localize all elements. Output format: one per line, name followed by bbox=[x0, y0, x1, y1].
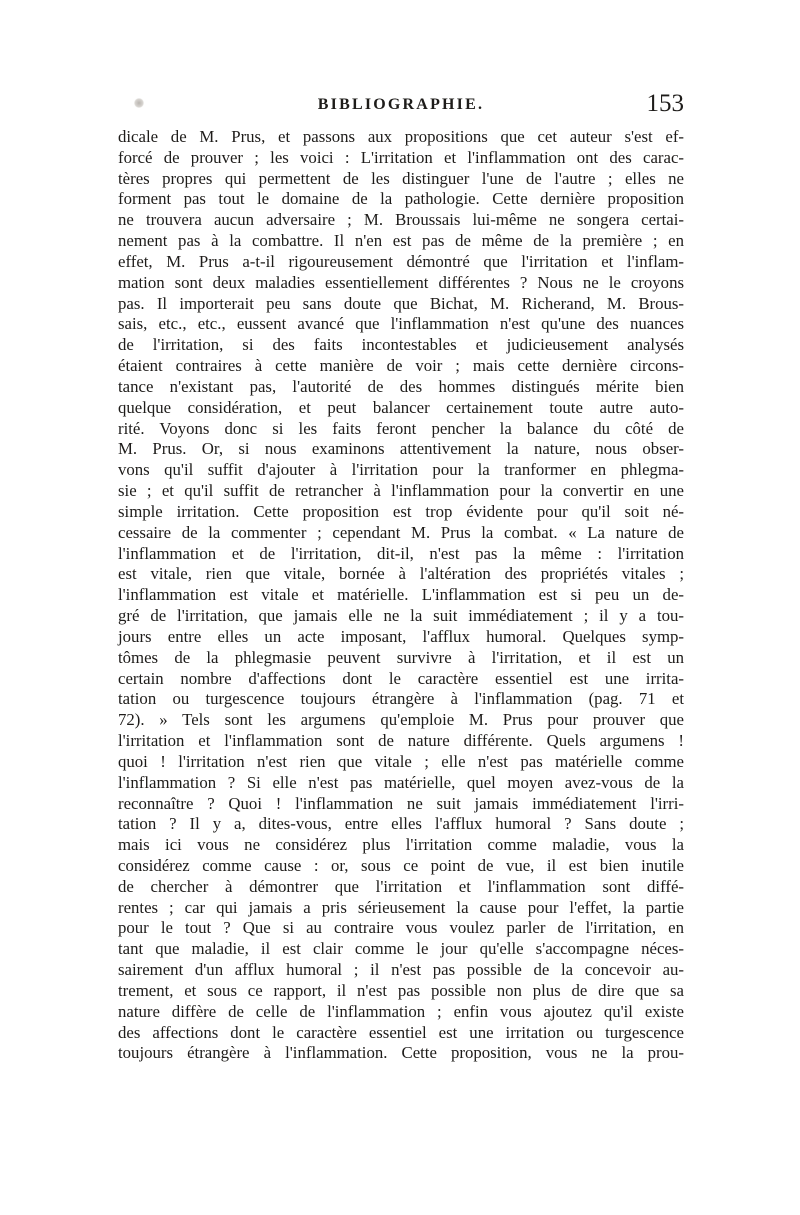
text-line: gré de l'irritation, que jamais elle ne la suit immédiatement ; il y a tou- bbox=[118, 606, 684, 626]
text-line: simple irritation. Cette proposition est trop évidente pour qu'il soit né- bbox=[118, 501, 684, 521]
text-line: considérez comme cause : or, sous ce point de vue, il est bien inutile bbox=[118, 855, 684, 875]
text-line: dicale de M. Prus, et passons aux propositions que cet auteur s'est ef- bbox=[118, 127, 684, 146]
text-line: sais, etc., etc., eussent avancé que l'inflammation n'est qu'une des nuances bbox=[118, 314, 684, 334]
text-line: pas. Il importerait peu sans doute que Bichat, M. Richerand, M. Brous- bbox=[118, 293, 684, 313]
text-line: l'inflammation et de l'irritation, dit-il, n'est pas la même : l'irritation bbox=[118, 543, 684, 563]
text-line: toujours étrangère à l'inflammation. Cette proposition, vous ne la prou- bbox=[118, 1043, 684, 1063]
text-line: tères propres qui permettent de les distinguer l'une de l'autre ; elles ne bbox=[118, 168, 684, 188]
text-line: vons qu'il suffit d'ajouter à l'irritation pour la tranformer en phlegma- bbox=[118, 460, 684, 480]
text-line: sie ; et qu'il suffit de retrancher à l'inflammation pour la convertir en une bbox=[118, 481, 684, 501]
text-line: rité. Voyons donc si les faits feront pencher la balance du côté de bbox=[118, 418, 684, 438]
text-line: forcé de prouver ; les voici : L'irritation et l'inflammation ont des carac- bbox=[118, 147, 684, 167]
text-line: 72). » Tels sont les argumens qu'emploie M. Prus pour prouver que bbox=[118, 710, 684, 730]
text-line: quelque considération, et peut balancer certainement toute autre auto- bbox=[118, 397, 684, 417]
text-line: l'inflammation ? Si elle n'est pas matérielle, quel moyen avez-vous de la bbox=[118, 772, 684, 792]
text-line: sairement d'un afflux humoral ; il n'est pas possible de la concevoir au- bbox=[118, 960, 684, 980]
text-line: l'irritation et l'inflammation sont de nature différente. Quels argumens ! bbox=[118, 731, 684, 751]
text-line: effet, M. Prus a-t-il rigoureusement démontré que l'irritation et l'inflam- bbox=[118, 251, 684, 271]
text-line: M. Prus. Or, si nous examinons attentivement la nature, nous obser- bbox=[118, 439, 684, 459]
text-line: tation ? Il y a, dites-vous, entre elles l'afflux humoral ? Sans doute ; bbox=[118, 814, 684, 834]
text-line: jours entre elles un acte imposant, l'afflux humoral. Quelques symp- bbox=[118, 626, 684, 646]
page-number: 153 bbox=[646, 90, 684, 117]
text-line: nature diffère de celle de l'inflammation ; enfin vous ajoutez qu'il existe bbox=[118, 1001, 684, 1021]
body-text bbox=[118, 127, 684, 1064]
text-line: des affections dont le caractère essentiel est une irritation ou turgescence bbox=[118, 1022, 684, 1042]
text-line: tant que maladie, il est clair comme le jour qu'elle s'accompagne néces- bbox=[118, 939, 684, 959]
text-line: de chercher à démontrer que l'irritation et l'inflammation sont diffé- bbox=[118, 876, 684, 896]
text-line: ne trouvera aucun adversaire ; M. Broussais lui-même ne songera certai- bbox=[118, 210, 684, 230]
text-line: cessaire de la commenter ; cependant M. Prus la combat. « La nature de bbox=[118, 522, 684, 542]
text-line: pour le tout ? Que si au contraire vous voulez parler de l'irritation, en bbox=[118, 918, 684, 938]
text-line: nement pas à la combattre. Il n'en est pas de même de la première ; en bbox=[118, 231, 684, 251]
running-title: BIBLIOGRAPHIE. bbox=[317, 96, 485, 113]
text-line: forment pas tout le domaine de la pathologie. Cette dernière proposition bbox=[118, 189, 684, 209]
text-line: reconnaître ? Quoi ! l'inflammation ne suit jamais immédiatement l'irri- bbox=[118, 793, 684, 813]
text-line: mais ici vous ne considérez plus l'irritation comme maladie, vous la bbox=[118, 835, 684, 855]
text-line: tation ou turgescence toujours étrangère à l'inflammation (pag. 71 et bbox=[118, 689, 684, 709]
text-line: l'inflammation est vitale et matérielle. L'inflammation est si peu un de- bbox=[118, 585, 684, 605]
page-header bbox=[118, 92, 684, 124]
text-line: tance n'existant pas, l'autorité de des hommes distingués mérite bien bbox=[118, 376, 684, 396]
text-line: trement, et sous ce rapport, il n'est pas possible non plus de dire que sa bbox=[118, 980, 684, 1000]
text-line: est vitale, rien que vitale, bornée à l'altération des propriétés vitales ; bbox=[118, 564, 684, 584]
text-line: de l'irritation, si des faits incontestables et judicieusement analysés bbox=[118, 335, 684, 355]
text-line: mation sont deux maladies essentiellement différentes ? Nous ne le croyons bbox=[118, 272, 684, 292]
text-line: tômes de la phlegmasie peuvent survivre à l'irritation, et il est un bbox=[118, 647, 684, 667]
text-line: certain nombre d'affections dont le caractère essentiel est une irrita- bbox=[118, 668, 684, 688]
text-line: étaient contraires à cette manière de voir ; mais cette dernière circons- bbox=[118, 356, 684, 376]
text-line: rentes ; car qui jamais a pris sérieusement la cause pour l'effet, la partie bbox=[118, 897, 684, 917]
text-line: quoi ! l'irritation n'est rien que vitale ; elle n'est pas matérielle comme bbox=[118, 751, 684, 771]
